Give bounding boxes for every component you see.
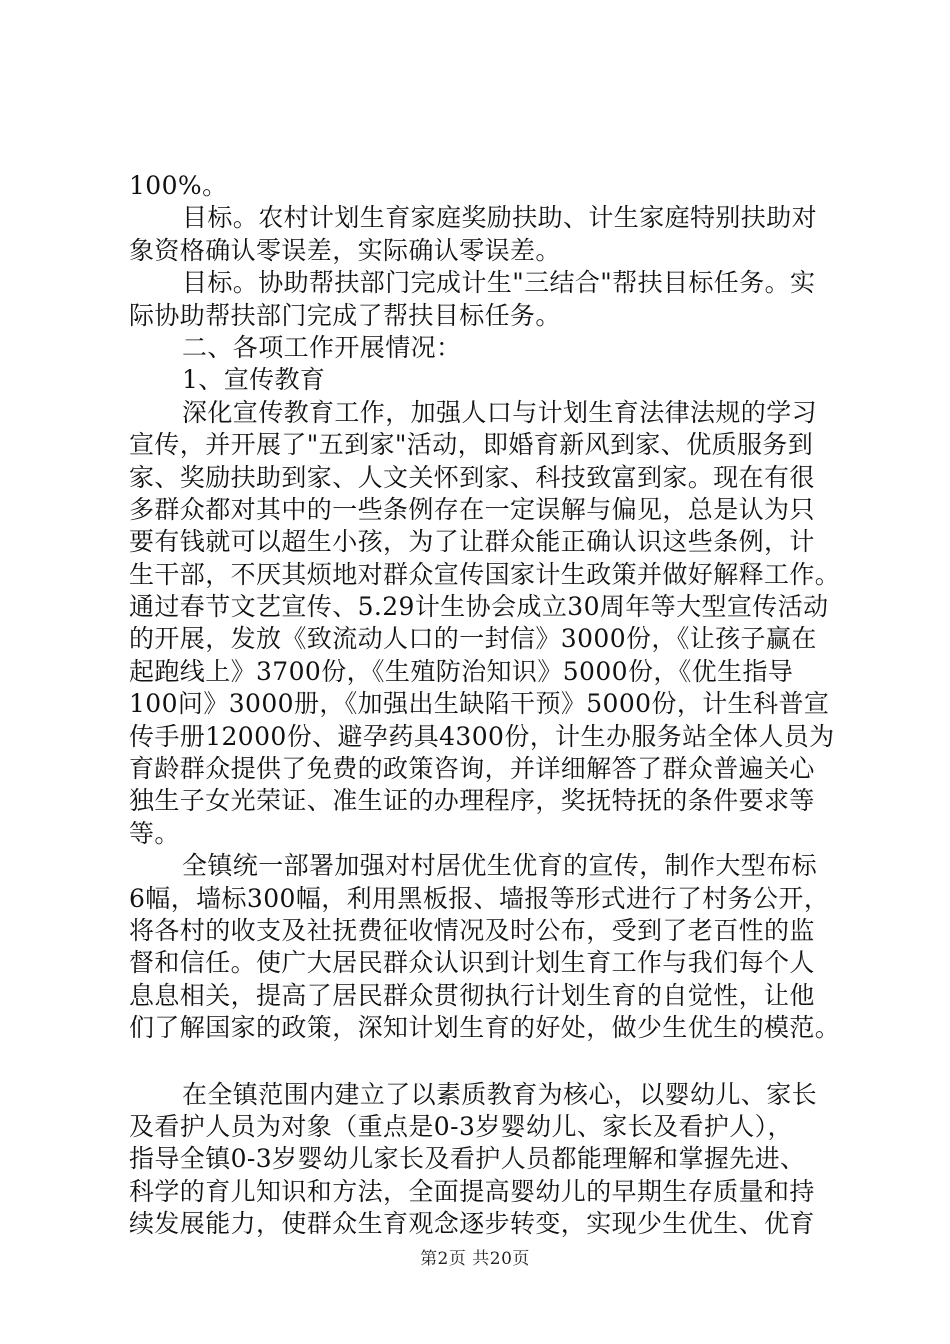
text-line: 科学的育儿知识和方法，全面提高婴幼儿的早期生存质量和持 bbox=[129, 1176, 815, 1206]
text-line: 际协助帮扶部门完成了帮扶目标任务。 bbox=[129, 300, 561, 330]
text-line: 目标。农村计划生育家庭奖励扶助、计生家庭特别扶助对 bbox=[182, 203, 818, 233]
text-line: 息息相关，提高了居民群众贯彻执行计划生育的自觉性，让他 bbox=[129, 980, 815, 1010]
subsection-heading: 1、宣传教育 bbox=[182, 365, 326, 395]
paragraph-gap bbox=[129, 1045, 829, 1079]
text-line: 起跑线上》3700份，《生殖防治知识》5000份，《优生指导 bbox=[129, 656, 794, 686]
text-line: 多群众都对其中的一些条例存在一定误解与偏见，总是认为只 bbox=[129, 494, 815, 524]
document-body bbox=[129, 170, 841, 1241]
text-line: 目标。协助帮扶部门完成计生"三结合"帮扶目标任务。实 bbox=[182, 268, 816, 298]
text-line: 及看护人员为对象（重点是0-3岁婴幼儿、家长及看护人）， bbox=[129, 1111, 793, 1141]
text-line: 独生子女光荣证、准生证的办理程序，奖抚特抚的条件要求等 bbox=[129, 786, 815, 816]
text-line: 指导全镇0-3岁婴幼儿家长及看护人员都能理解和掌握先进、 bbox=[129, 1144, 806, 1174]
text-line: 的开展，发放《致流动人口的一封信》3000份，《让孩子赢在 bbox=[129, 624, 817, 654]
text-line: 象资格确认零误差，实际确认零误差。 bbox=[129, 235, 561, 265]
text-line: 在全镇范围内建立了以素质教育为核心，以婴幼儿、家长 bbox=[182, 1079, 818, 1109]
text-line: 等。 bbox=[129, 818, 180, 848]
text-line: 宣传，并开展了"五到家"活动，即婚育新风到家、优质服务到 bbox=[129, 430, 814, 460]
text-line: 督和信任。使广大居民群众认识到计划生育工作与我们每个人 bbox=[129, 948, 815, 978]
text-line: 续发展能力，使群众生育观念逐步转变，实现少生优生、优育 bbox=[129, 1209, 815, 1239]
text-line: 深化宣传教育工作，加强人口与计划生育法律法规的学习 bbox=[182, 397, 818, 427]
text-line: 生干部，不厌其烦地对群众宣传国家计生政策并做好解释工作。 bbox=[129, 559, 841, 589]
text-line: 们了解国家的政策，深知计划生育的好处，做少生优生的模范。 bbox=[129, 1013, 841, 1043]
text-line: 将各村的收支及社抚费征收情况及时公布，受到了老百性的监 bbox=[129, 915, 815, 945]
page-footer: 第2页 共20页 bbox=[420, 1249, 530, 1269]
section-heading: 二、各项工作开展情况： bbox=[182, 332, 462, 362]
text-line: 要有钱就可以超生小孩，为了让群众能正确认识这些条例，计 bbox=[129, 527, 815, 557]
text-line: 传手册12000份、避孕药具4300份，计生办服务站全体人员为 bbox=[129, 721, 835, 751]
text-line: 育龄群众提供了免费的政策咨询，并详细解答了群众普遍关心 bbox=[129, 754, 815, 784]
text-line: 家、奖励扶助到家、人文关怀到家、科技致富到家。现在有很 bbox=[129, 462, 815, 492]
text-line: 通过春节文艺宣传、5.29计生协会成立30周年等大型宣传活动 bbox=[129, 592, 829, 622]
text-line: 6幅，墙标300幅，利用黑板报、墙报等形式进行了村务公开， bbox=[129, 883, 830, 913]
text-line: 100%。 bbox=[129, 171, 228, 200]
text-line: 全镇统一部署加强对村居优生优育的宣传，制作大型布标 bbox=[182, 851, 818, 881]
text-line: 100问》3000册，《加强出生缺陷干预》5000份，计生科普宣 bbox=[129, 689, 830, 719]
